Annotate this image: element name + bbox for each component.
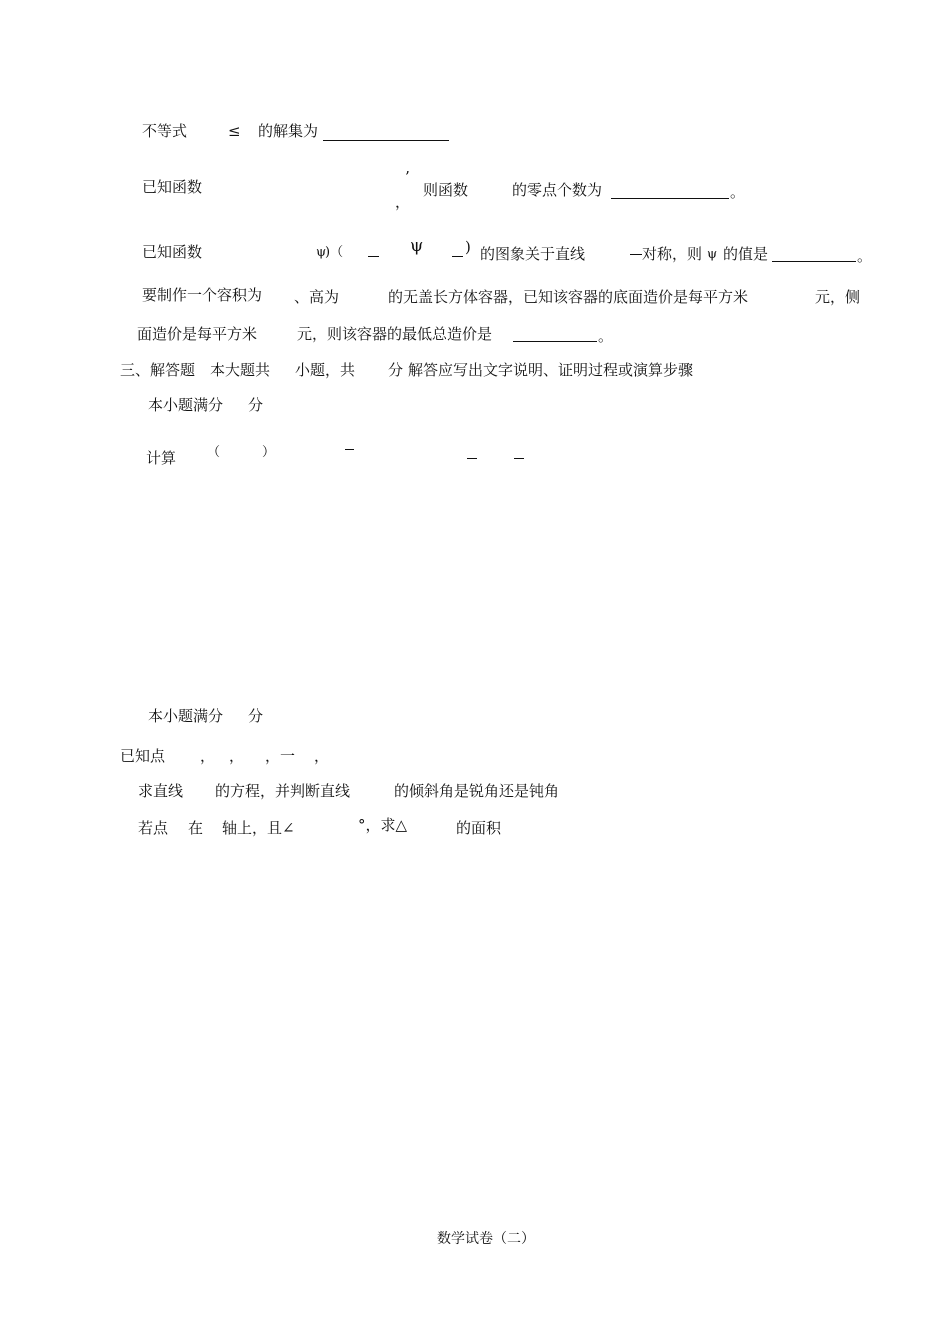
section3-title-a: 三、解答题 [120,361,196,379]
q4-line1-b: 、高为 [294,288,340,306]
p2-sub2-a: 若点 [138,819,169,837]
p2-sub2-c: 轴上，且∠ [222,819,295,837]
p1-lparen: （ [207,445,221,460]
q3-fraction-bar-3 [630,254,642,255]
q2-suffix: 的零点个数为 [512,181,603,199]
q4-line2-a: 面造价是每平方米 [137,325,258,343]
q2-comma-bottom: ， [395,193,411,211]
p1-fraction-bar-3 [514,458,524,459]
p2-sub1-c: 的倾斜角是锐角还是钝角 [394,782,560,800]
p2-sub2-b: 在 [188,819,204,837]
q3-symmetric: 对称，则 [642,245,703,263]
page-footer: 数学试卷（二） [437,1231,535,1247]
section3-title-e: 解答应写出文字说明、证明过程或演算步骤 [408,361,694,379]
q1-suffix: 的解集为 [258,122,319,140]
q2-prefix: 已知函数 [142,178,203,196]
p2-sub2-e: 的面积 [456,819,502,837]
q1-symbol: ≤ [228,122,241,140]
p1-full-b: 分 [248,396,264,414]
section3-title-b: 本大题共 [210,361,271,379]
q1-prefix: 不等式 [142,122,188,140]
p2-comma-1: ， [200,747,216,765]
p2-sub1-b: 的方程，并判断直线 [215,782,351,800]
p1-full-a: 本小题满分 [148,396,224,414]
q3-middle: 的图象关于直线 [480,245,586,263]
p2-full-b: 分 [248,707,264,725]
q4-line1-c: 的无盖长方体容器，已知该容器的底面造价是每平方米 [388,288,749,306]
q4-answer-blank [513,341,597,342]
q3-paren-close: ) [465,238,471,256]
p2-comma-4: ， [314,747,330,765]
q3-psi-2: ψ [410,236,424,256]
q1-answer-blank [323,140,449,141]
section3-title-c: 小题，共 [295,361,356,379]
q2-answer-blank [611,198,729,199]
p2-given: 已知点 [120,747,166,765]
q2-comma-top: ’ [405,168,410,186]
p2-sub1-a: 求直线 [138,782,184,800]
section3-title-d: 分 [388,361,404,379]
q3-fraction-bar-1 [368,256,379,257]
p1-fraction-bar-1 [345,449,354,450]
p2-sub2-d: °，求△ [358,816,408,834]
q3-answer-blank [772,261,856,262]
q3-period: 。 [857,247,873,265]
q2-middle: 则函数 [423,181,469,199]
q3-psi-1: ψ [316,245,327,260]
q3-paren-open: )（ [325,245,344,260]
q4-line2-b: 元，则该容器的最低总造价是 [297,325,493,343]
q4-period: 。 [598,327,614,345]
q3-prefix: 已知函数 [142,243,203,261]
p1-calc: 计算 [146,449,177,467]
q3-psi-3: ψ [707,247,718,262]
p2-comma-3: ，一 [265,747,296,765]
p2-comma-2: ， [229,747,245,765]
q2-period: 。 [730,183,746,201]
p1-rparen: ） [262,445,276,460]
q4-line1-d: 元，侧 [815,288,861,306]
q4-line1-a: 要制作一个容积为 [142,286,263,304]
p2-full-a: 本小题满分 [148,707,224,725]
q3-fraction-bar-2 [452,256,463,257]
q3-suffix: 的值是 [723,245,769,263]
p1-fraction-bar-2 [467,458,477,459]
